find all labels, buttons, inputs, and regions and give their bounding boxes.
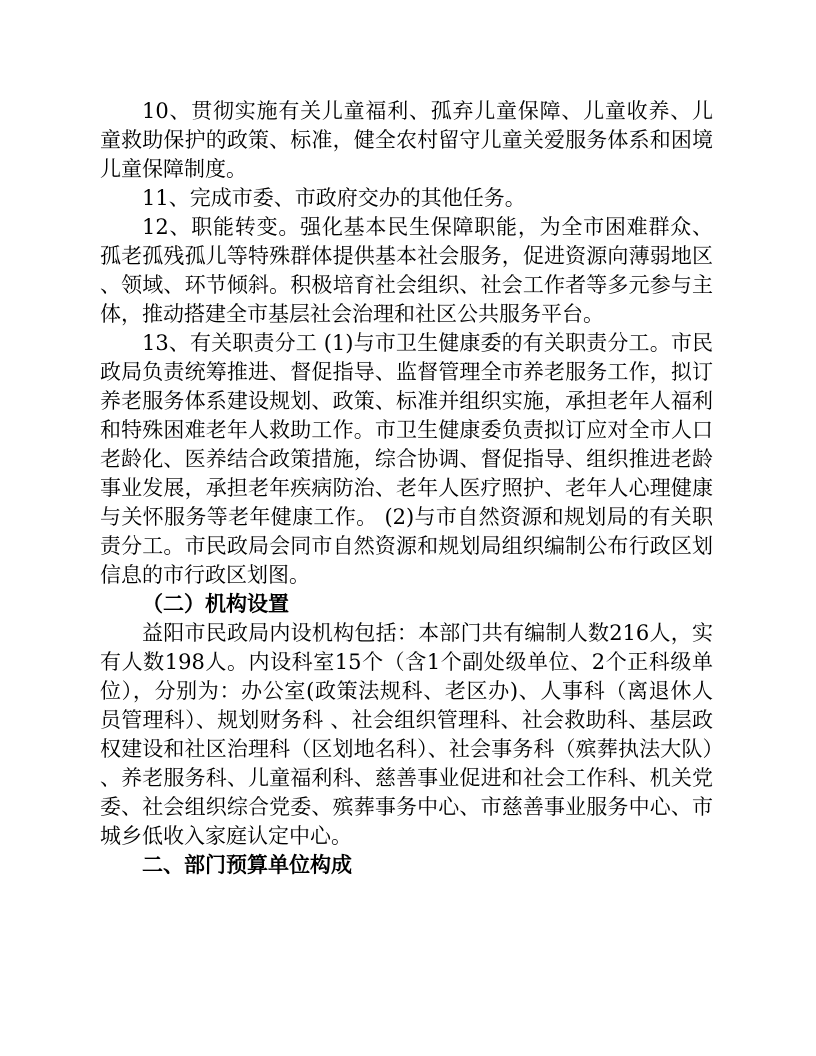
paragraph-internal-organizations: 益阳市民政局内设机构包括：本部门共有编制人数216人，实有人数198人。内设科室15个（含1个副处级单位、2个正科级单位），分别为：办公室(政策法规科、老区办)、人事科（离退休人员管理科）、规划财务科 、社会组织管理科、社会救助科、基层政权建设和社区治理科（区划地名科）、社会事务科（殡葬执法大队）、养老服务科、儿童福利科、慈善事业促进和社会工作科、机关党委、社会组织综合党委、殡葬事务中心、市慈善事业服务中心、市城乡低收入家庭认定中心。 — [100, 621, 713, 848]
paragraph-duty-10: 10、贯彻实施有关儿童福利、孤弃儿童保障、儿童收养、儿童救助保护的政策、标准，健全农村留守儿童关爱服务体系和困境儿童保障制度。 — [100, 99, 713, 181]
paragraph-duty-11: 11、完成市委、市政府交办的其他任务。 — [142, 186, 526, 210]
heading-budget-unit-composition: 二、部门预算单位构成 — [142, 854, 352, 877]
heading-organization-setup: （二）机构设置 — [142, 593, 289, 616]
paragraph-duty-13-division-of-duties: 13、有关职责分工 (1)与市卫生健康委的有关职责分工。市民政局负责统筹推进、督促指导、监督管理全市养老服务工作，拟订养老服务体系建设规划、政策、标准并组织实施，承担老年人福利和特殊困难老年人救助工作。市卫生健康委负责拟订应对全市人口老龄化、医养结合政策措施，综合协调、督促指导、组织推进老龄事业发展，承担老年疾病防治、老年人医疗照护、老年人心理健康与关怀服务等老年健康工作。 (2)与市自然资源和规划局的有关职责分工。市民政局会同市自然资源和规划局组织编制公布行政区划信息的市行政区划图。 — [100, 331, 713, 587]
paragraph-duty-12-function-change: 12、职能转变。强化基本民生保障职能，为全市困难群众、孤老孤残孤儿等特殊群体提供基本社会服务，促进资源向薄弱地区、领域、环节倾斜。积极培育社会组织、社会工作者等多元参与主体，推动搭建全市基层社会治理和社区公共服务平台。 — [100, 215, 713, 326]
